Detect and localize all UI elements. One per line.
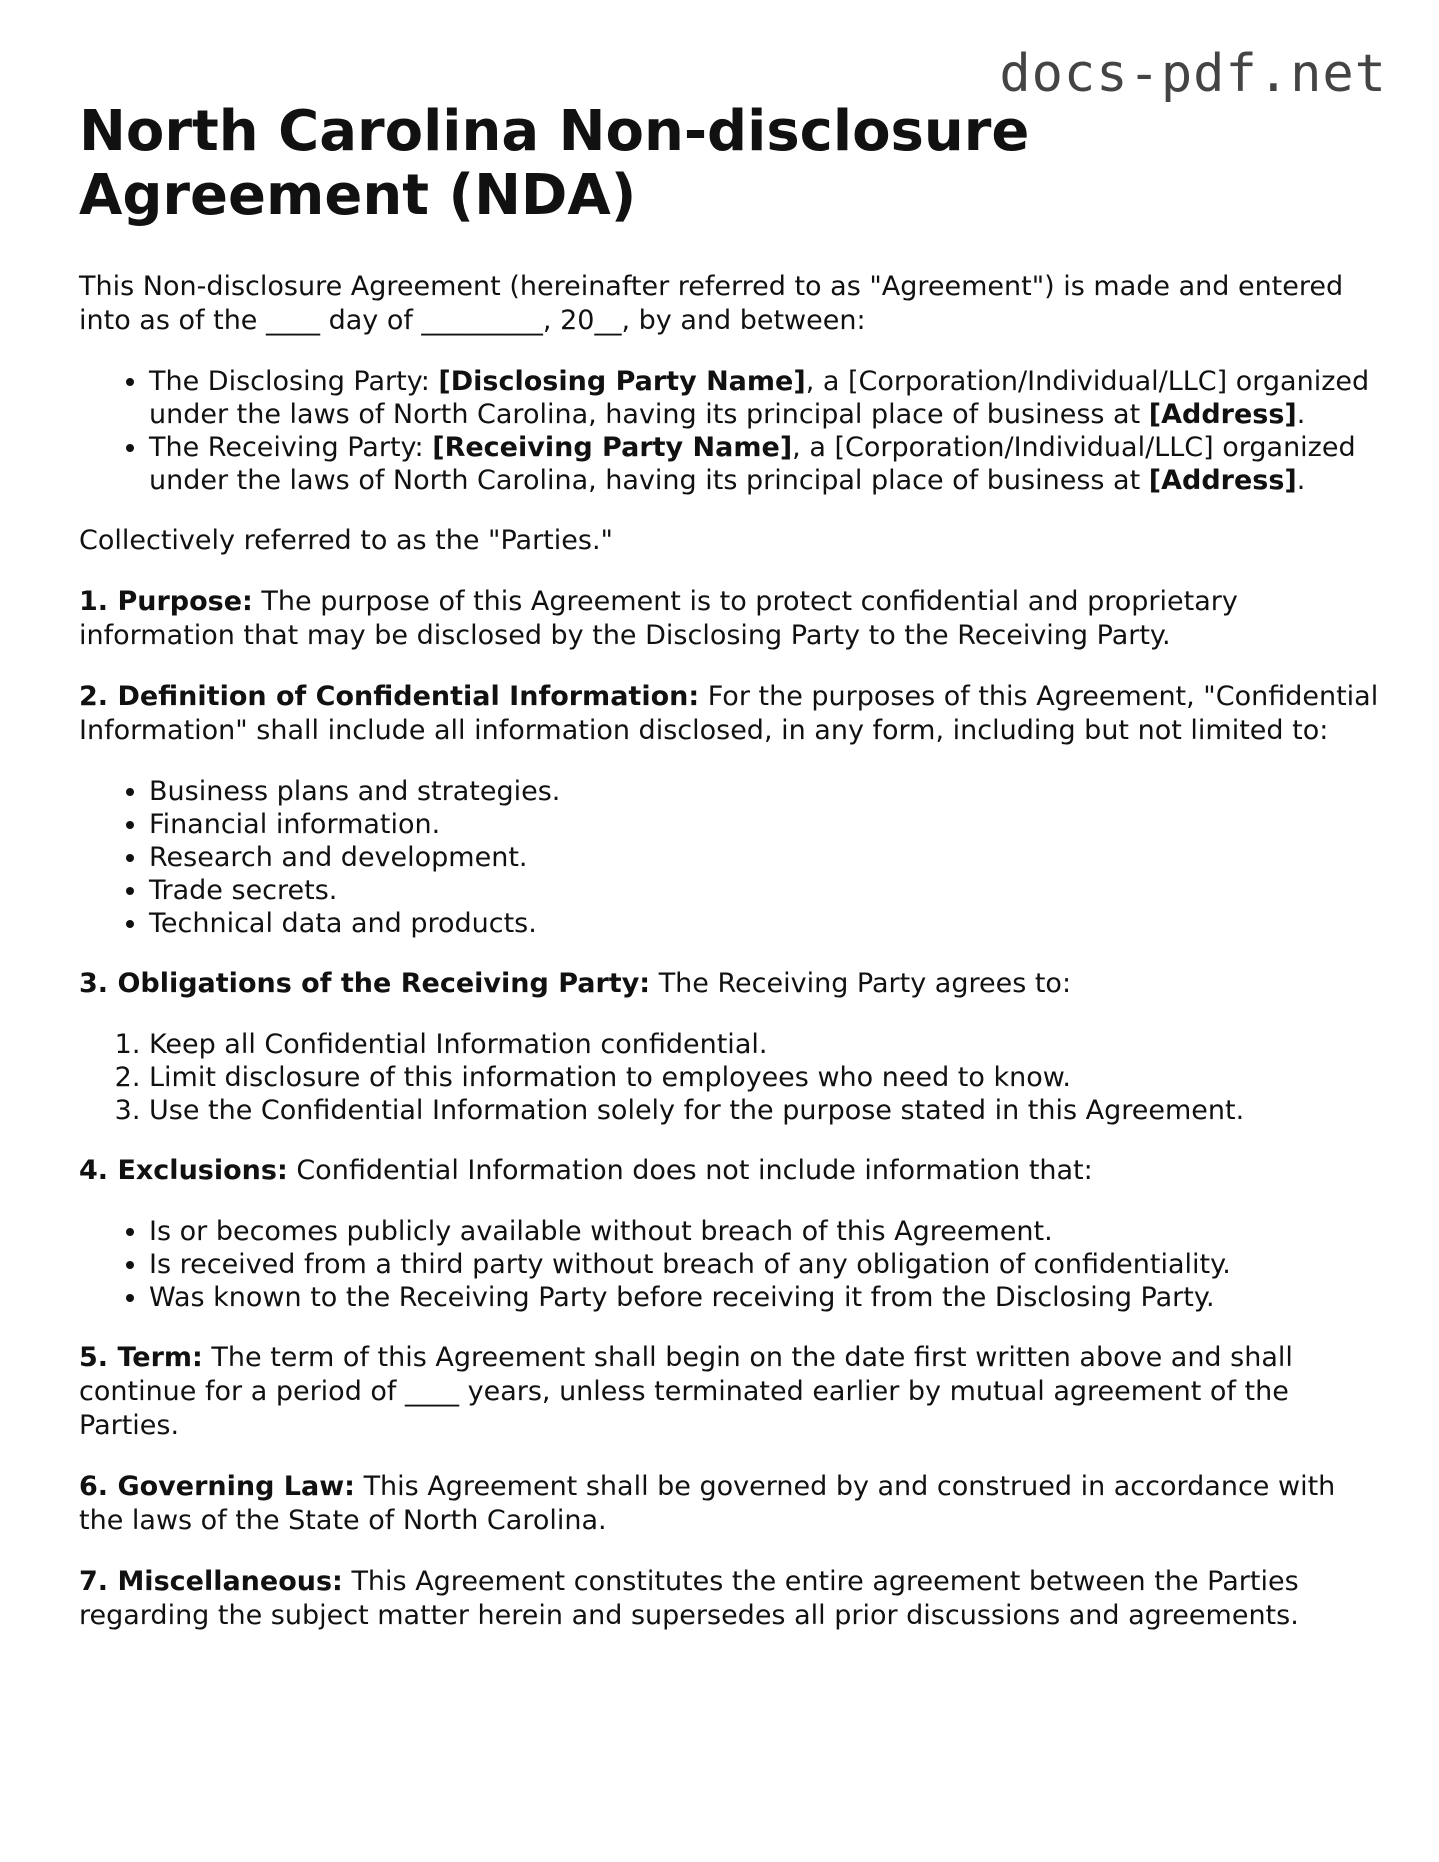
section-term <box>79 1341 1379 1443</box>
section-definition <box>79 680 1379 748</box>
section-text: This Agreement constitutes the entire agreement between the Parties regarding the subject matter herein and supersedes all prior discussions and agreements. <box>79 1566 1299 1631</box>
section-text: For the purposes of this Agreement, "Confidential Information" shall include all information disclosed, in any form, including but not limited to: <box>79 681 1379 746</box>
party-suffix: . <box>1296 465 1306 496</box>
section-title: 1. Purpose: <box>79 586 253 617</box>
document-page <box>79 100 1379 1660</box>
document-title: North Carolina Non-disclosure Agreement (NDA) <box>79 99 1030 228</box>
list-item: • Technical data and products. <box>149 907 1379 940</box>
party-item-disclosing <box>149 365 1379 431</box>
list-item: • Research and development. <box>149 841 1379 874</box>
party-address: [Address] <box>1148 399 1297 430</box>
party-prefix: The Disclosing Party: <box>149 366 439 397</box>
exclusions-list <box>79 1215 1379 1314</box>
section-title: 3. Obligations of the Receiving Party: <box>79 968 651 999</box>
list-item: • Is or becomes publicly available without breach of this Agreement. <box>149 1215 1379 1248</box>
party-prefix: The Receiving Party: <box>149 432 433 463</box>
intro-paragraph: This Non-disclosure Agreement (hereinafter referred to as "Agreement") is made and entered into as of the ____ day of _________, 20__, by and between: <box>79 271 1344 336</box>
list-item: • Business plans and strategies. <box>149 775 1379 808</box>
section-miscellaneous <box>79 1565 1379 1633</box>
section-exclusions <box>79 1154 1379 1188</box>
party-item-receiving <box>149 431 1379 497</box>
section-text: The purpose of this Agreement is to protect confidential and proprietary information that may be disclosed by the Disclosing Party to the Receiving Party. <box>79 586 1238 651</box>
section-title: 7. Miscellaneous: <box>79 1566 343 1597</box>
section-text: The term of this Agreement shall begin on the date first written above and shall continue for a period of ____ years, unless terminated earlier by mutual agreement of the Parties. <box>79 1342 1293 1441</box>
list-item: 2. Limit disclosure of this information to employees who need to know. <box>149 1061 1379 1094</box>
section-text: The Receiving Party agrees to: <box>650 968 1072 999</box>
definition-list <box>79 775 1379 940</box>
section-title: 2. Definition of Confidential Information: <box>79 681 700 712</box>
list-item: 3. Use the Confidential Information solely for the purpose stated in this Agreement. <box>149 1094 1379 1127</box>
party-description: , a [Corporation/Individual/LLC] organized under the laws of North Carolina, having its principal place of business at <box>149 366 1370 430</box>
section-governing-law <box>79 1470 1379 1538</box>
section-title: 4. Exclusions: <box>79 1155 288 1186</box>
list-item: • Trade secrets. <box>149 874 1379 907</box>
party-address: [Address] <box>1148 465 1297 496</box>
section-text: Confidential Information does not include information that: <box>287 1155 1093 1186</box>
party-name: [Disclosing Party Name] <box>438 366 806 397</box>
list-item: 1. Keep all Confidential Information confidential. <box>149 1028 1379 1061</box>
list-item: • Is received from a third party without breach of any obligation of confidentiality. <box>149 1248 1379 1281</box>
list-item: • Financial information. <box>149 808 1379 841</box>
parties-list <box>79 365 1379 497</box>
section-text: This Agreement shall be governed by and construed in accordance with the laws of the State of North Carolina. <box>79 1471 1336 1536</box>
party-suffix: . <box>1296 399 1306 430</box>
party-description: , a [Corporation/Individual/LLC] organized under the laws of North Carolina, having its principal place of business at <box>149 432 1356 496</box>
party-name: [Receiving Party Name] <box>432 432 793 463</box>
collective-paragraph: Collectively referred to as the "Parties." <box>79 525 613 556</box>
section-title: 6. Governing Law: <box>79 1471 355 1502</box>
watermark: docs-pdf.net <box>999 44 1387 104</box>
obligations-list <box>79 1028 1379 1127</box>
section-title: 5. Term: <box>79 1342 203 1373</box>
section-purpose <box>79 585 1379 653</box>
section-obligations <box>79 967 1379 1001</box>
list-item: • Was known to the Receiving Party before receiving it from the Disclosing Party. <box>149 1281 1379 1314</box>
